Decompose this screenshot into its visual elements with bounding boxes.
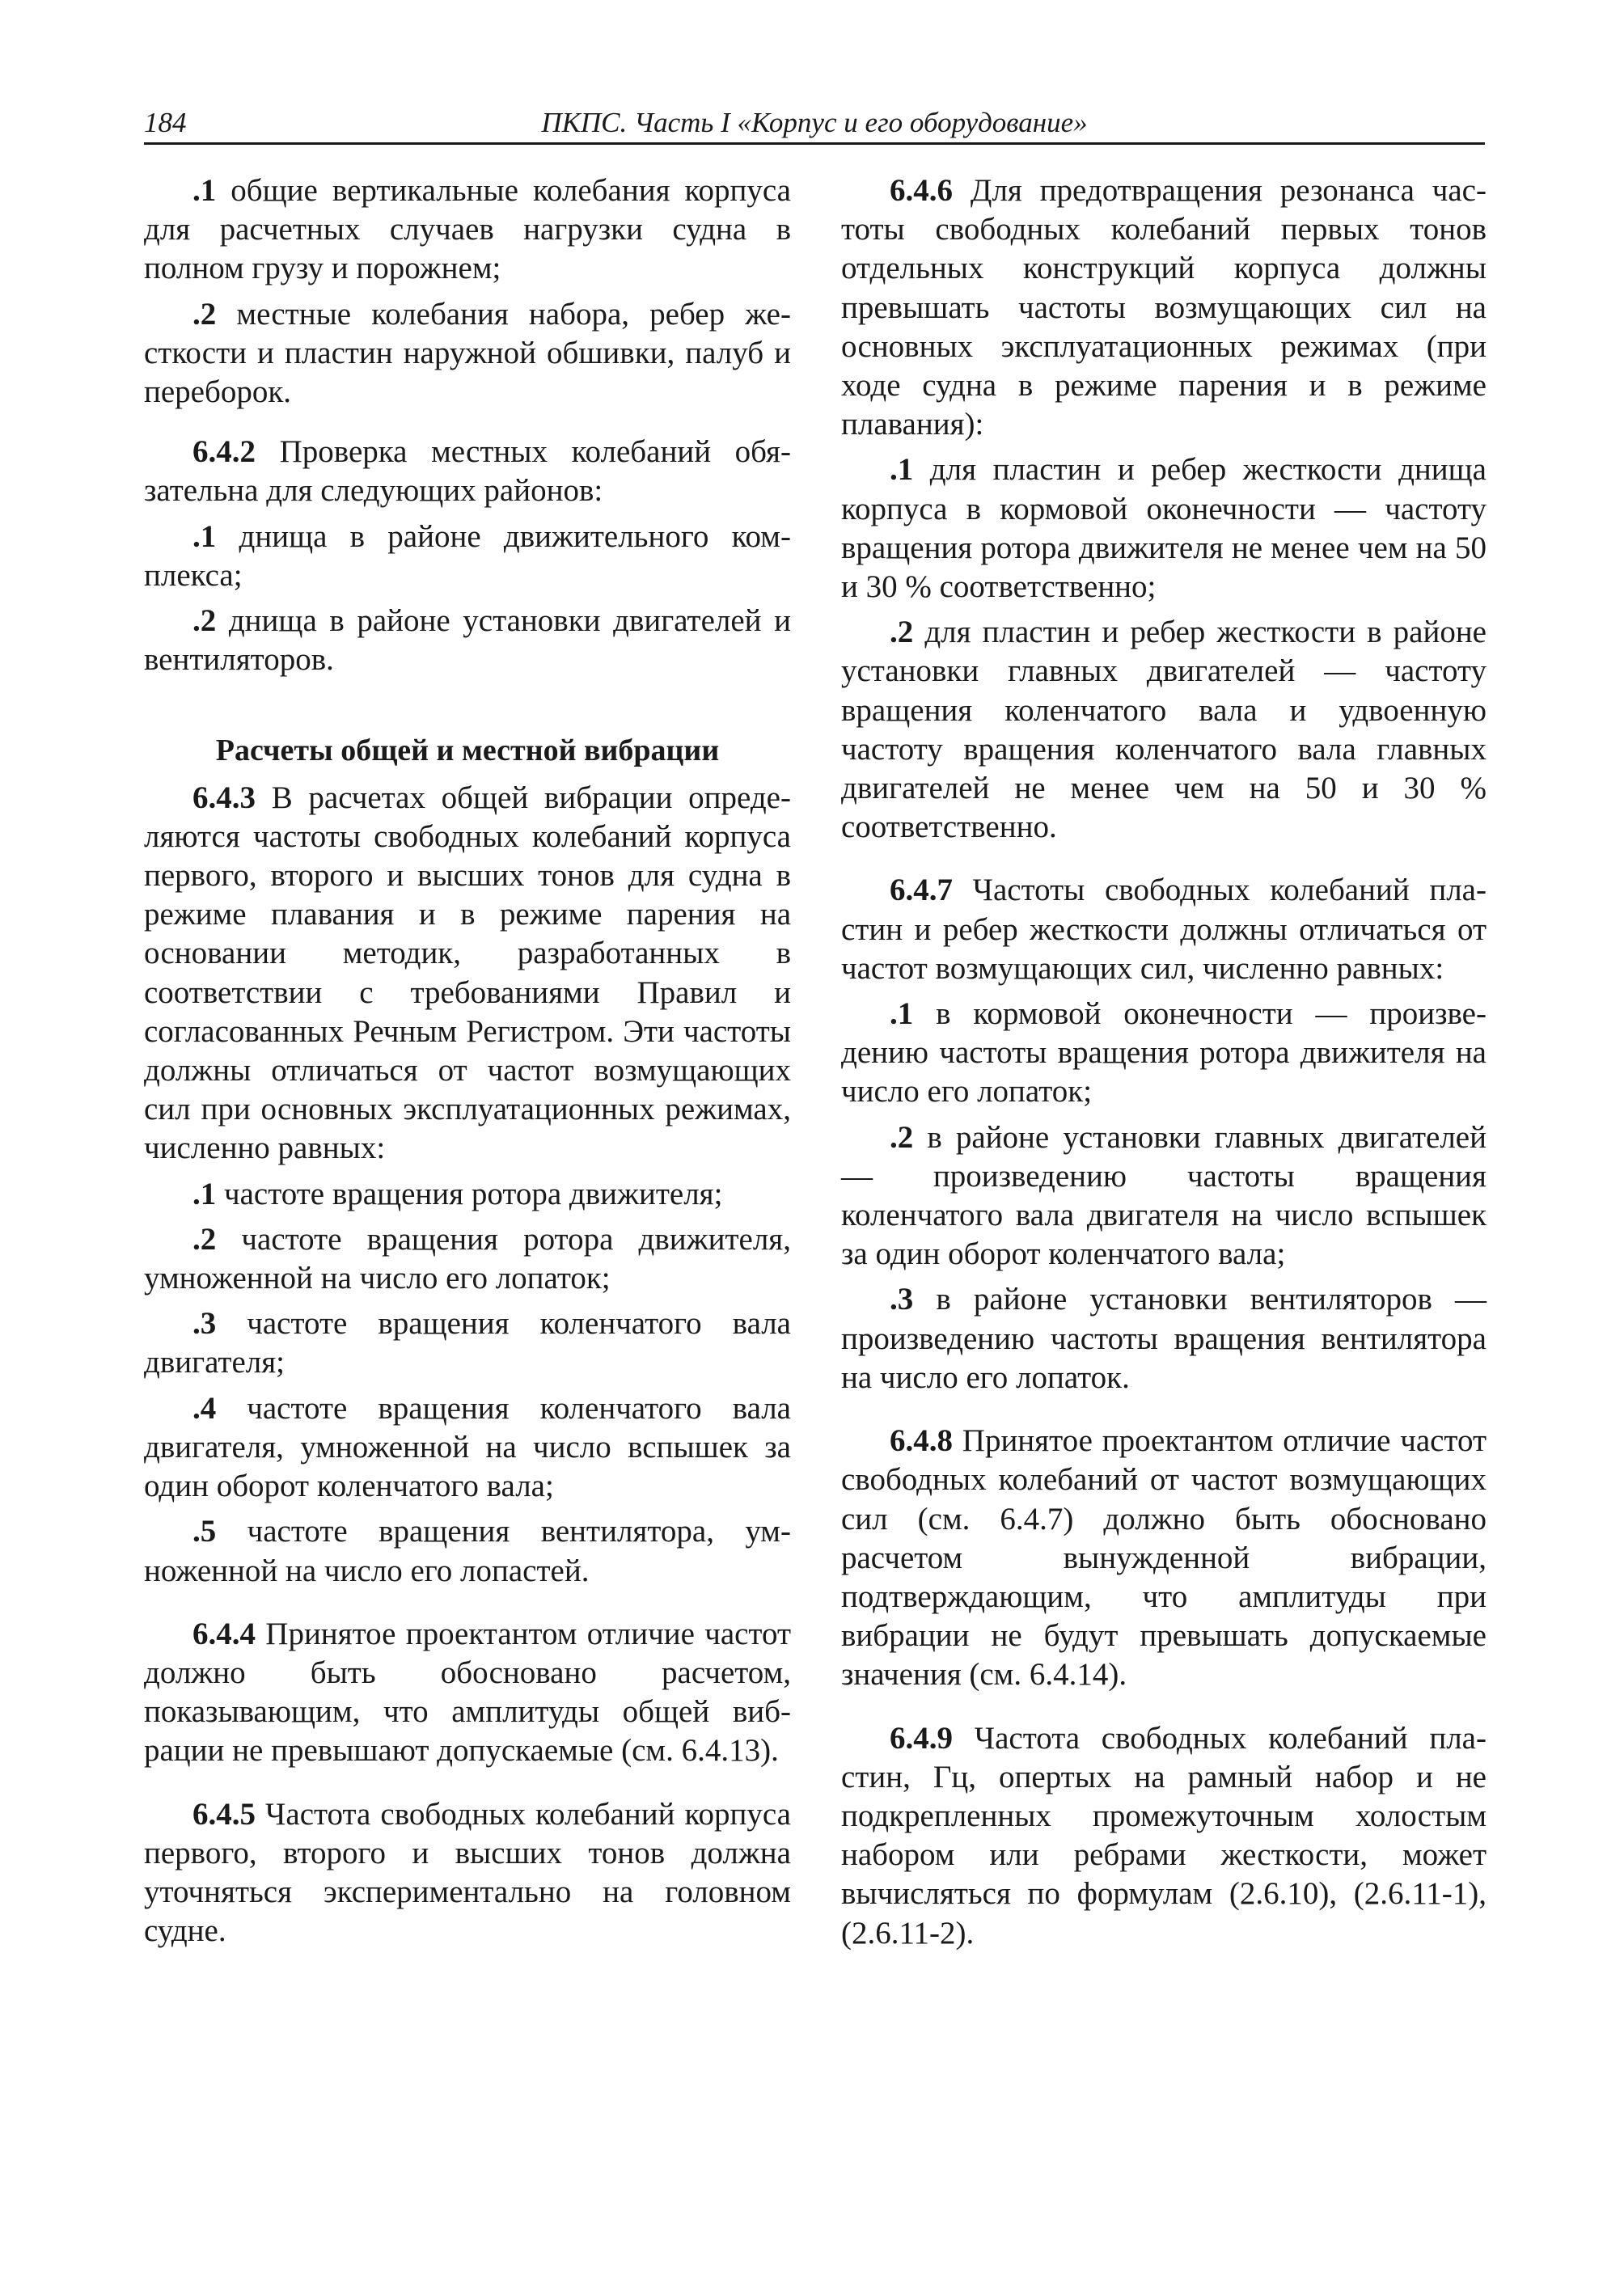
paragraph: .4 частоте вращения коленчатого вала двигателя, умноженной на число вспышек за один оборот коленчатого вала; [144,1390,791,1504]
section-6-4-2: 6.4.2 Проверка местных колебаний обязательна для следующих районов: [144,434,791,509]
left-column [144,171,791,1951]
running-title: ПКПС. Часть I «Корпус и его оборудование» [541,107,1088,138]
paragraph: .1 частоте вращения ротора движителя; [192,1176,723,1211]
paragraph: .2 частоте вращения ротора движителя, умноженной на число его лопаток; [144,1221,791,1296]
running-header [144,105,1485,145]
paragraph: .2 в районе установки главных двигателей — произведению частоты вращения коленчатого вала двигателя на число вспышек за один оборот коленчатого вала; [841,1119,1487,1272]
section-heading: Расчеты общей и местной вибрации [215,733,720,768]
section-6-4-3: 6.4.3 В расчетах общей вибрации определяются частоты свободных колебаний корпуса первого, второго и высших тонов для судна в режиме плавания и в режиме парения на основании методик, разработанных в соответствии с требованиями Правил и согласованных Речным Регистром. Эти частоты должны отличаться от частот возмущающих сил при основных эксплуатационных режимах, численно равных: [144,780,791,1166]
paragraph: .1 общие вертикальные колебания корпуса для расчетных случаев нагрузки судна в полном грузу и порожнем; [144,173,791,286]
section-6-4-8: 6.4.8 Принятое проектантом отличие частот свободных колебаний от частот возмущающих сил (см. 6.4.7) должно быть обосновано расчетом вынужденной вибрации, подтверждающим, что амплитуды при вибрации не будут превышать допускаемые значения (см. 6.4.14). [841,1423,1487,1693]
page-number: 184 [144,107,187,138]
paragraph: .1 для пластин и ребер жесткости днища корпуса в кормовой оконечности — частоту вращения ротора движителя не менее чем на 50 и 30 % соответственно; [841,452,1487,605]
paragraph: .1 в кормовой оконечности — произведению частоты вращения ротора движителя на число его лопаток; [841,996,1487,1110]
section-6-4-5: 6.4.5 Частота свободных колебаний корпуса первого, второго и высших тонов должна уточняться экспериментально на головном судне. [144,1796,791,1949]
right-column [841,171,1487,1953]
paragraph: .3 частоте вращения коленчатого вала двигателя; [144,1306,791,1380]
paragraph: .5 частоте вращения вентилятора, умноженной на число его лопастей. [144,1514,791,1588]
paragraph: .3 в районе установки вентиляторов — произведению частоты вращения вентилятора на число его лопаток. [841,1282,1487,1395]
paragraph: .1 днища в районе движительного комплекса; [144,518,791,593]
paragraph: .2 для пластин и ребер жесткости в районе установки главных двигателей — частоту вращения коленчатого вала и удвоенную частоту вращения коленчатого вала главных двигателей не менее чем на 50 и 30 % соответственно. [841,615,1487,845]
section-6-4-7: 6.4.7 Частоты свободных колебаний пластин и ребер жесткости должны отличаться от частот возмущающих сил, численно равных: [841,873,1487,986]
section-6-4-9: 6.4.9 Частота свободных колебаний пластин, Гц, опертых на рамный набор и не подкрепленных промежуточным холостым набором или ребрами жесткости, может вычисляться по формулам (2.6.10), (2.6.11-1), (2.6.11-2). [841,1720,1487,1951]
section-6-4-6: 6.4.6 Для предотвращения резонанса частоты свободных колебаний первых тонов отдельных конструкций корпуса должны превышать частоты возмущающих сил на основных эксплуатационных режимах (при ходе судна в режиме парения и в режиме плавания): [841,173,1487,442]
paragraph: .2 местные колебания набора, ребер жесткости и пластин наружной обшивки, палуб и переборок. [144,296,791,410]
paragraph: .2 днища в районе установки двигателей и вентиляторов. [144,603,791,678]
section-6-4-4: 6.4.4 Принятое проектантом отличие частот должно быть обосновано расчетом, показывающим, что амплитуды общей вибрации не превышают допускаемые (см. 6.4.13). [144,1616,791,1769]
